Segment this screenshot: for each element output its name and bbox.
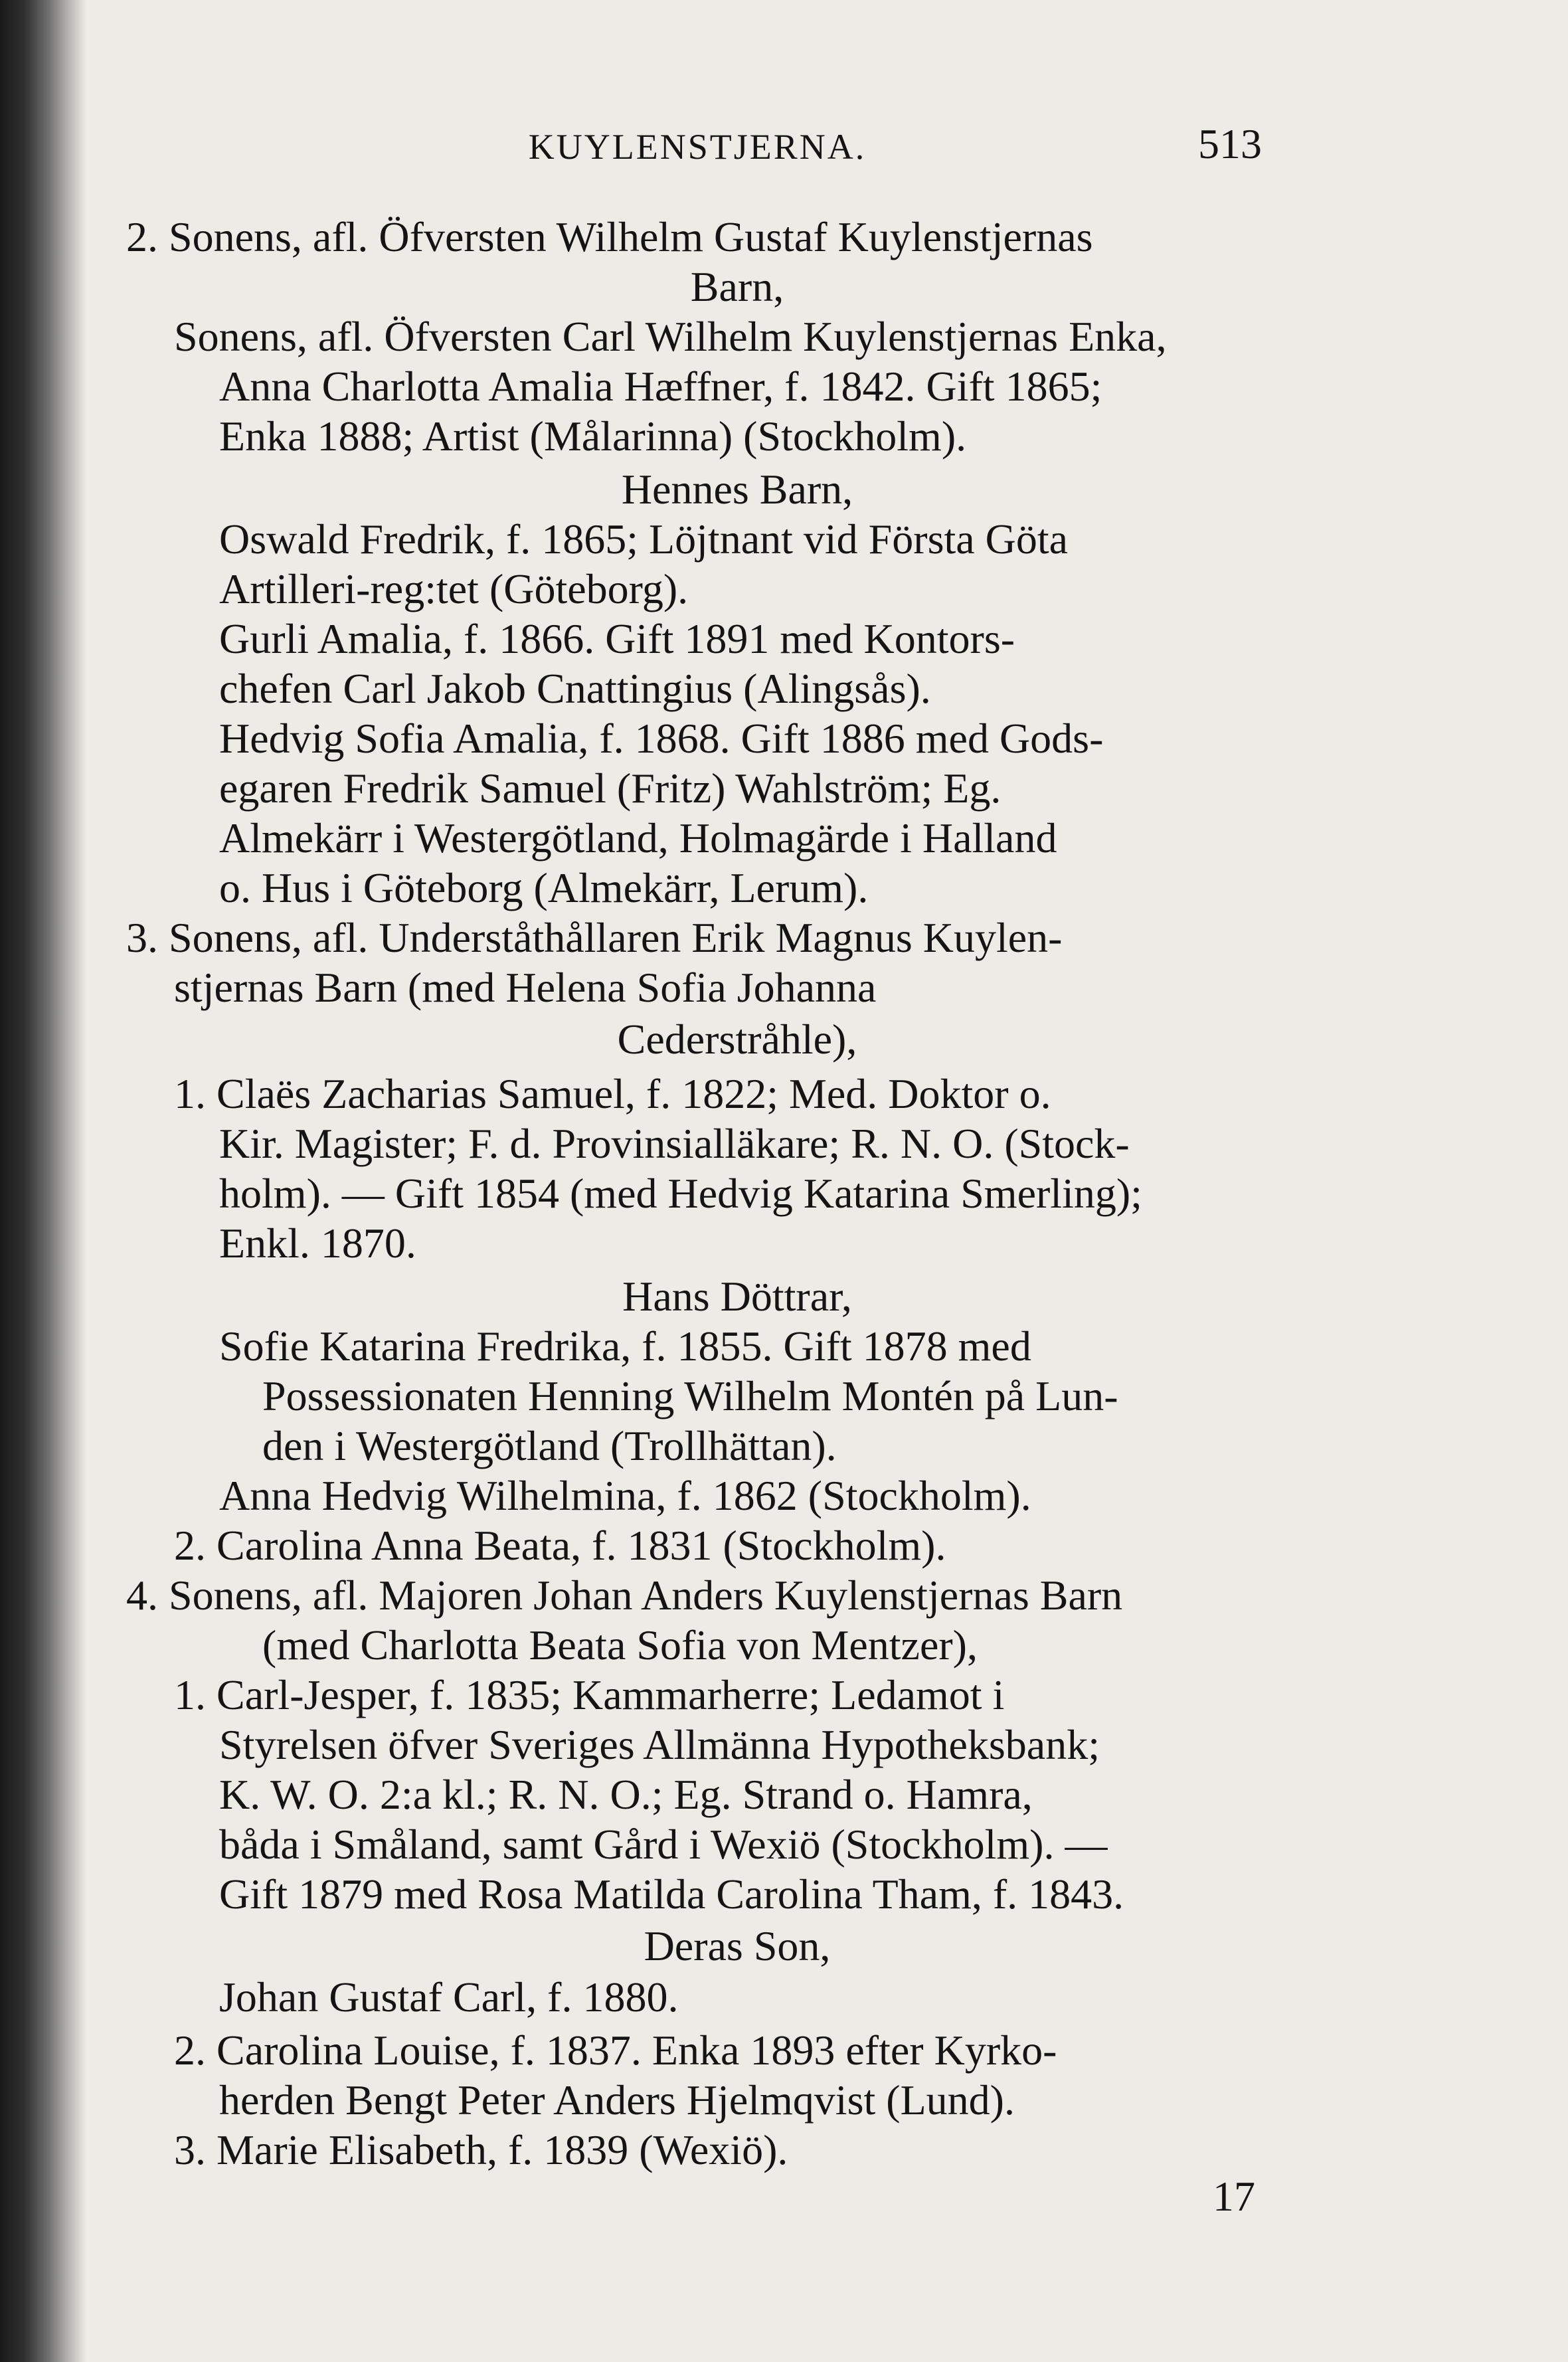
text-line: 4. Sonens, afl. Majoren Johan Anders Kuylenstjernas Barn — [126, 1572, 1123, 1619]
text-line: chefen Carl Jakob Cnattingius (Alingsås). — [219, 665, 931, 712]
text-line: Oswald Fredrik, f. 1865; Löjtnant vid Första Göta — [219, 515, 1069, 563]
text-line: 3. Marie Elisabeth, f. 1839 (Wexiö). — [174, 2126, 788, 2173]
text-line: Hedvig Sofia Amalia, f. 1868. Gift 1886 med Gods- — [219, 715, 1104, 762]
text-line: Possessionaten Henning Wilhelm Montén på Lun- — [262, 1372, 1118, 1419]
running-header-title: KUYLENSTJERNA. — [528, 127, 867, 167]
text-line: Deras Son, — [644, 1922, 831, 1969]
text-line: båda i Småland, samt Gård i Wexiö (Stockholm). — — [219, 1821, 1108, 1868]
text-line: Enka 1888; Artist (Målarinna) (Stockholm). — [219, 412, 967, 460]
signature-mark: 17 — [1213, 2173, 1255, 2220]
text-line: (med Charlotta Beata Sofia von Mentzer), — [262, 1621, 978, 1669]
text-line: o. Hus i Göteborg (Almekärr, Lerum). — [219, 864, 869, 911]
text-line: 1. Carl-Jesper, f. 1835; Kammarherre; Ledamot i — [174, 1671, 1005, 1718]
text-line: 2. Carolina Anna Beata, f. 1831 (Stockholm). — [174, 1522, 946, 1569]
text-line: herden Bengt Peter Anders Hjelmqvist (Lund). — [219, 2076, 1015, 2124]
page-number: 513 — [1198, 120, 1262, 167]
text-line: K. W. O. 2:a kl.; R. N. O.; Eg. Strand o. Hamra, — [219, 1771, 1033, 1818]
text-line: 1. Claës Zacharias Samuel, f. 1822; Med. Doktor o. — [174, 1070, 1051, 1117]
text-line: Hans Döttrar, — [622, 1273, 852, 1320]
text-line: Enkl. 1870. — [219, 1220, 416, 1267]
text-line: egaren Fredrik Samuel (Fritz) Wahlström; Eg. — [219, 765, 1002, 812]
text-line: 2. Carolina Louise, f. 1837. Enka 1893 efter Kyrko- — [174, 2027, 1057, 2074]
text-line: Kir. Magister; F. d. Provinsialläkare; R. N. O. (Stock- — [219, 1120, 1130, 1167]
text-line: Sofie Katarina Fredrika, f. 1855. Gift 1878 med — [219, 1322, 1031, 1370]
text-line: Barn, — [690, 263, 784, 310]
text-line: Gurli Amalia, f. 1866. Gift 1891 med Kontors- — [219, 615, 1015, 662]
text-line: 3. Sonens, afl. Underståthållaren Erik Magnus Kuylen- — [126, 914, 1063, 961]
text-line: holm). — Gift 1854 (med Hedvig Katarina Smerling); — [219, 1170, 1142, 1217]
text-line: Gift 1879 med Rosa Matilda Carolina Tham, f. 1843. — [219, 1870, 1124, 1918]
text-line: Johan Gustaf Carl, f. 1880. — [219, 1973, 679, 2021]
text-line: Anna Hedvig Wilhelmina, f. 1862 (Stockholm). — [219, 1472, 1031, 1519]
text-line: Artilleri-reg:tet (Göteborg). — [219, 565, 689, 612]
text-line: Hennes Barn, — [621, 466, 853, 513]
text-line: den i Westergötland (Trollhättan). — [262, 1422, 837, 1469]
text-line: 2. Sonens, afl. Öfversten Wilhelm Gustaf Kuylenstjernas — [126, 213, 1093, 260]
text-line: Anna Charlotta Amalia Hæffner, f. 1842. Gift 1865; — [219, 363, 1102, 410]
text-line: Sonens, afl. Öfversten Carl Wilhelm Kuylenstjernas Enka, — [174, 313, 1167, 360]
text-line: Styrelsen öfver Sveriges Allmänna Hypotheksbank; — [219, 1721, 1100, 1768]
text-line: Cederstråhle), — [617, 1016, 857, 1063]
text-line: stjernas Barn (med Helena Sofia Johanna — [174, 964, 877, 1011]
text-line: Almekärr i Westergötland, Holmagärde i Halland — [219, 814, 1057, 862]
